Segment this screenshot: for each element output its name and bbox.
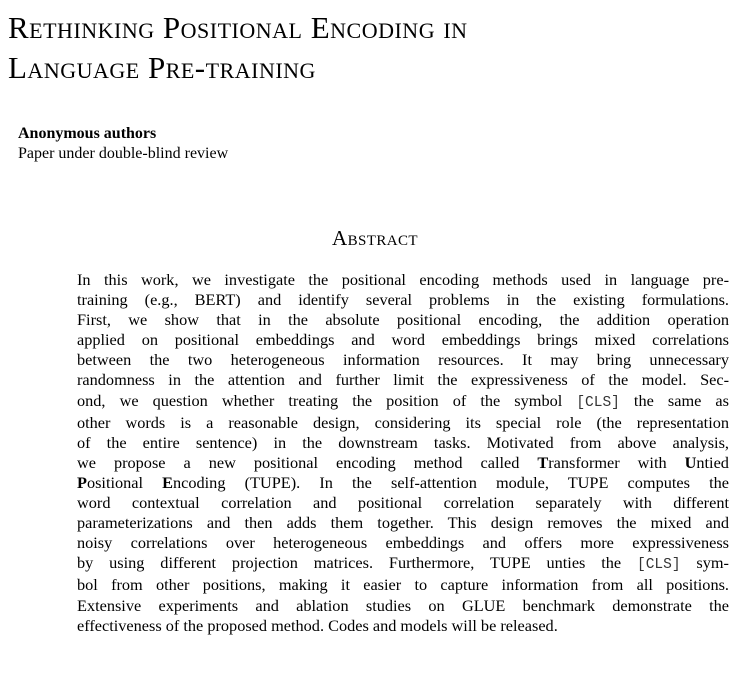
abstract-line: by using different projection matrices. Furthermore, TUPE unties the [CLS] sym- bbox=[77, 553, 729, 574]
author-affiliation: Paper under double-blind review bbox=[18, 145, 229, 162]
author-name: Anonymous authors bbox=[18, 125, 157, 142]
abstract-line: between the two heterogeneous information resources. It may bring unnecessary bbox=[77, 350, 729, 370]
abstract-line: bol from other positions, making it easier to capture information from all positions. bbox=[77, 575, 729, 595]
abstract-line: First, we show that in the absolute positional encoding, the addition operation bbox=[77, 310, 729, 330]
abstract-line: training (e.g., BERT) and identify several problems in the existing formulations. bbox=[77, 290, 729, 310]
abstract-line: noisy correlations over heterogeneous embeddings and offers more expressiveness bbox=[77, 533, 729, 553]
paper-title bbox=[8, 8, 748, 88]
author-block bbox=[18, 124, 228, 164]
abstract-line: randomness in the attention and further limit the expressiveness of the model. Sec- bbox=[77, 370, 729, 390]
abstract-body bbox=[77, 270, 729, 636]
abstract-line: In this work, we investigate the positional encoding methods used in language pre- bbox=[77, 270, 729, 289]
title-line-1: Rethinking Positional Encoding in bbox=[8, 10, 468, 45]
abstract-line: other words is a reasonable design, considering its special role (the representation bbox=[77, 412, 729, 432]
abstract-heading: Abstract bbox=[332, 226, 418, 250]
abstract-line: we propose a new positional encoding method called Transformer with Untied bbox=[77, 452, 729, 472]
abstract-line: Extensive experiments and ablation studies on GLUE benchmark demonstrate the bbox=[77, 595, 729, 615]
abstract-line: of the entire sentence) in the downstream tasks. Motivated from above analysis, bbox=[77, 432, 729, 452]
abstract-line: word contextual correlation and positional correlation separately with different bbox=[77, 493, 729, 513]
title-line-2: Language Pre-training bbox=[8, 50, 316, 85]
abstract-line: ond, we question whether treating the position of the symbol [CLS] the same as bbox=[77, 390, 729, 411]
abstract-line: Positional Encoding (TUPE). In the self-attention module, TUPE computes the bbox=[77, 472, 729, 492]
abstract-line: effectiveness of the proposed method. Codes and models will be released. bbox=[77, 615, 558, 635]
abstract-line: parameterizations and then adds them together. This design removes the mixed and bbox=[77, 513, 729, 533]
abstract-line: applied on positional embeddings and word embeddings brings mixed correlations bbox=[77, 330, 729, 350]
